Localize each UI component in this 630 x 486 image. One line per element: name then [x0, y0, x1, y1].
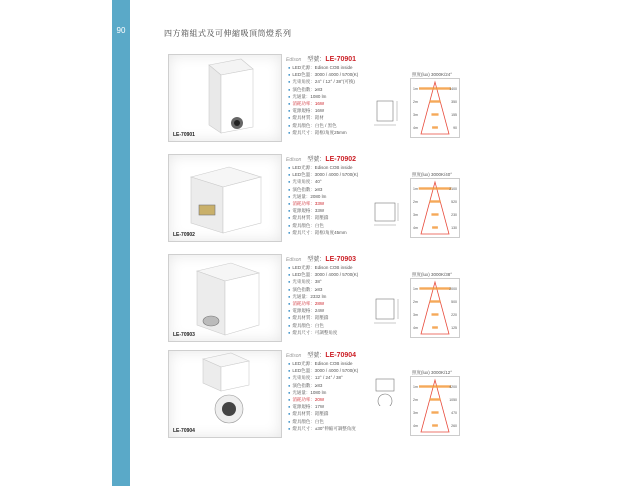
spec-item: ● 燈具材質：鋁壓鑄 [288, 410, 358, 417]
spec-item: ● 燈具顏色：白色 [288, 418, 358, 425]
photo-label-3: LE-70903 [173, 332, 195, 338]
distance-tick-label: 2m [413, 200, 418, 204]
illuminance-bar [419, 287, 450, 289]
lux-value-label: 230 [451, 213, 457, 217]
distance-tick-label: 3m [413, 411, 418, 415]
spec-item: ● LED光源：Edison COB inside [288, 64, 358, 71]
distance-tick-label: 4m [413, 424, 418, 428]
lux-value-label: 220 [451, 313, 457, 317]
distance-tick-label: 1m [413, 187, 418, 191]
illuminance-bar [430, 100, 441, 102]
lux-value-label: 500 [451, 300, 457, 304]
fixture-illustration-1 [169, 55, 281, 141]
dimension-drawing-3 [370, 296, 402, 326]
distance-tick-label: 4m [413, 226, 418, 230]
spec-item: ● LED色溫：3000 / 4000 / 5700(K) [288, 271, 358, 278]
spec-item: ● 電源規格：16W [288, 107, 358, 114]
fixture-illustration-4 [169, 351, 281, 437]
distance-tick-label: 4m [413, 326, 418, 330]
spec-item: ● LED色溫：3000 / 4000 / 5700(K) [288, 367, 358, 374]
spec-item: ● 燈具材質：鋁材 [288, 114, 358, 121]
spec-item: ● LED光源：Edison COB inside [288, 164, 358, 171]
lux-value-label: 520 [451, 200, 457, 204]
model-line-4 [286, 350, 356, 359]
distance-tick-label: 3m [413, 213, 418, 217]
lux-value-label: 125 [451, 326, 457, 330]
spec-item: ● 消耗功率：28W [288, 300, 358, 307]
model-code-2: LE-70902 [325, 156, 357, 163]
spec-item: ● 燈具尺寸：鋁框/角度45mm [288, 229, 358, 236]
spec-item: ● 光通量：1080 lm [288, 93, 358, 100]
model-label: 型號： [307, 257, 326, 263]
spec-list-4 [288, 360, 358, 432]
photo-label-4: LE-70904 [173, 428, 195, 434]
chart-title-4: 照度(lux) 3000K/12° [412, 370, 453, 375]
lux-value-label: 260 [451, 424, 457, 428]
illuminance-bar [432, 126, 438, 128]
illuminance-bar [431, 113, 438, 115]
spec-item: ● 電源規格：33W [288, 207, 358, 214]
distance-tick-label: 3m [413, 113, 418, 117]
spec-item: ● LED光源：Edison COB inside [288, 360, 358, 367]
spec-item: ● 光通量：2080 lm [288, 193, 358, 200]
illuminance-bar [430, 300, 441, 302]
lux-value-label: 155 [451, 113, 457, 117]
spec-item: ● 演色指數：≥83 [288, 186, 358, 193]
lux-value-label: 350 [451, 100, 457, 104]
lux-value-label: 1400 [449, 87, 457, 91]
fixture-illustration-2 [169, 155, 281, 241]
lux-value-label: 470 [451, 411, 457, 415]
illuminance-bar [432, 226, 438, 228]
distance-tick-label: 1m [413, 87, 418, 91]
lux-value-label: 2100 [449, 187, 457, 191]
spec-item: ● 光通量：1080 lm [288, 389, 358, 396]
light-distribution-chart-4 [410, 376, 460, 436]
series-title: 四方箱組式及可伸縮吸頂筒燈系列 [164, 29, 292, 38]
distance-tick-label: 2m [413, 398, 418, 402]
spec-item: ● 光通量：2332 lm [288, 293, 358, 300]
spec-item: ● 演色指數：≥83 [288, 86, 358, 93]
model-label: 型號： [307, 353, 326, 359]
light-distribution-chart-1 [410, 78, 460, 138]
illuminance-bar [419, 87, 451, 89]
distance-tick-label: 4m [413, 126, 418, 130]
light-distribution-chart-2 [410, 178, 460, 238]
illuminance-bar [430, 398, 441, 400]
illuminance-bar [431, 411, 438, 413]
spec-item: ● LED色溫：3000 / 4000 / 5700(K) [288, 171, 358, 178]
illuminance-bar [432, 424, 438, 426]
distance-tick-label: 1m [413, 385, 418, 389]
product-photo-1 [168, 54, 282, 142]
dimension-drawing-2 [370, 198, 402, 228]
model-label: 型號： [307, 157, 326, 163]
model-code-3: LE-70903 [325, 256, 357, 263]
illuminance-bar [432, 326, 438, 328]
product-photo-4 [168, 350, 282, 438]
spec-item: ● 燈具顏色：白色 / 黑色 [288, 122, 358, 129]
illuminance-bar [432, 313, 439, 315]
chart-title-2: 照度(lux) 3000K/40° [412, 172, 453, 177]
page-number: 90 [116, 26, 126, 35]
illuminance-bar [431, 213, 438, 215]
brand-logo: Edison [286, 353, 302, 359]
spec-item: ● 燈具顏色：白色 [288, 222, 358, 229]
fixture-illustration-3 [169, 255, 281, 341]
lux-value-label: 90 [453, 126, 457, 130]
spec-item: ● 光束角度：24° / 12° / 38°(可換) [288, 78, 358, 85]
chart-title-1: 照度(lux) 3000K/24° [412, 72, 453, 77]
product-photo-3 [168, 254, 282, 342]
illuminance-bar [419, 187, 452, 189]
spec-list-3 [288, 264, 358, 336]
illuminance-bar [419, 385, 451, 387]
spec-item: ● 燈具材質：鋁壓鑄 [288, 214, 358, 221]
spec-item: ● 演色指數：≥83 [288, 286, 358, 293]
model-line-1 [286, 54, 356, 63]
brand-logo: Edison [286, 57, 302, 63]
spec-item: ● 光束角度：38° [288, 278, 358, 285]
dimension-drawing-4 [370, 376, 402, 406]
photo-label-1: LE-70901 [173, 132, 195, 138]
spec-item: ● 燈具尺寸：鋁框/角度25mm [288, 129, 358, 136]
brand-logo: Edison [286, 157, 302, 163]
photo-label-2: LE-70902 [173, 232, 195, 238]
model-label: 型號： [307, 57, 326, 63]
light-distribution-chart-3 [410, 278, 460, 338]
spec-item: ● 電源規格：17W [288, 403, 358, 410]
page-side-tab [112, 0, 130, 486]
dimension-drawing-1 [370, 98, 402, 128]
spec-item: ● 燈具尺寸：可調整角度 [288, 329, 358, 336]
model-line-3 [286, 254, 356, 263]
spec-item: ● 消耗功率：33W [288, 200, 358, 207]
spec-item: ● LED色溫：3000 / 4000 / 5700(K) [288, 71, 358, 78]
model-line-2 [286, 154, 356, 163]
spec-item: ● 光束角度：12° / 24° / 38° [288, 374, 358, 381]
distance-tick-label: 2m [413, 100, 418, 104]
spec-list-1 [288, 64, 358, 136]
chart-title-3: 照度(lux) 3000K/38° [412, 272, 453, 277]
model-code-1: LE-70901 [325, 56, 357, 63]
spec-item: ● LED光源：Edison COB inside [288, 264, 358, 271]
spec-item: ● 演色指數：≥83 [288, 382, 358, 389]
lux-value-label: 4200 [449, 385, 457, 389]
brand-logo: Edison [286, 257, 302, 263]
lux-value-label: 2000 [449, 287, 457, 291]
spec-item: ● 燈具顏色：白色 [288, 322, 358, 329]
spec-item: ● 光束角度：40° [288, 178, 358, 185]
spec-item: ● 電源規格：24W [288, 307, 358, 314]
lux-value-label: 130 [451, 226, 457, 230]
product-photo-2 [168, 154, 282, 242]
distance-tick-label: 3m [413, 313, 418, 317]
spec-item: ● 消耗功率：20W [288, 396, 358, 403]
spec-list-2 [288, 164, 358, 236]
lux-value-label: 1050 [449, 398, 457, 402]
spec-item: ● 燈具尺寸：±30°伸縮可調整角度 [288, 425, 358, 432]
distance-tick-label: 2m [413, 300, 418, 304]
distance-tick-label: 1m [413, 287, 418, 291]
spec-item: ● 燈具材質：鋁壓鑄 [288, 314, 358, 321]
spec-item: ● 消耗功率：16W [288, 100, 358, 107]
illuminance-bar [429, 200, 440, 202]
model-code-4: LE-70904 [325, 352, 357, 359]
